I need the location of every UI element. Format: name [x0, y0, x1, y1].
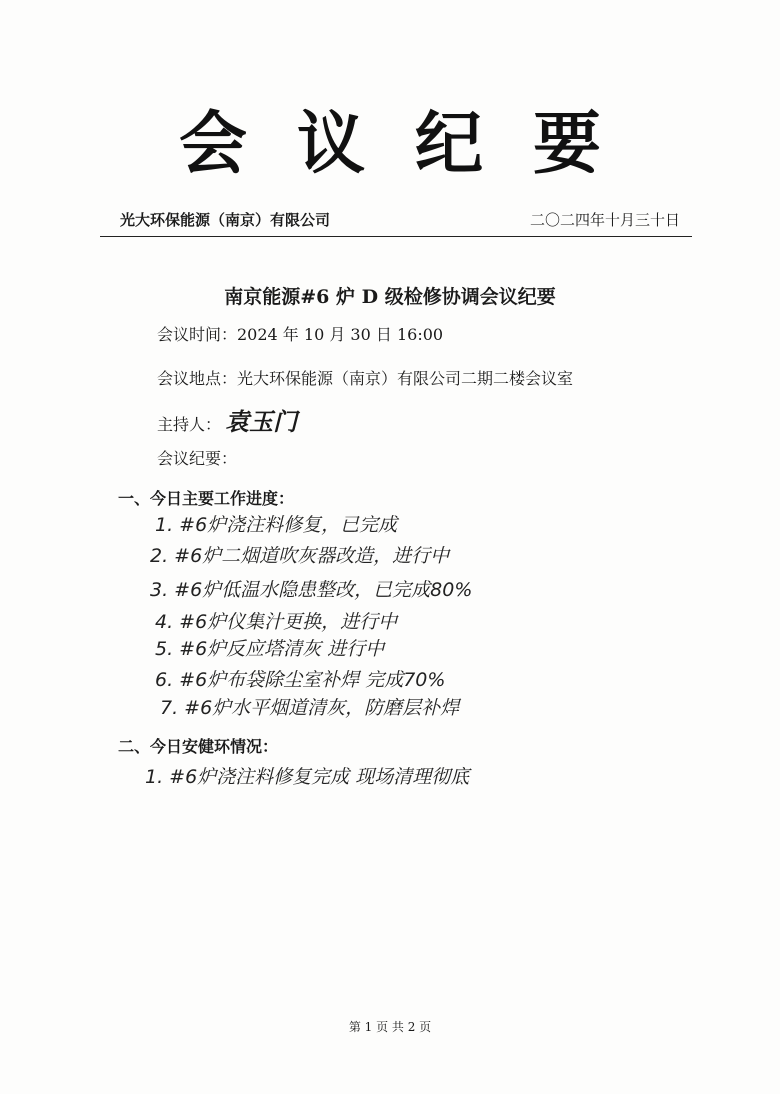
- progress-item: 2. #6炉二烟道吹灰器改造，进行中: [150, 545, 450, 567]
- progress-item: 7. #6炉水平烟道清灰，防磨层补焊: [160, 697, 460, 719]
- section-progress-title: 一、今日主要工作进度：: [118, 489, 295, 508]
- company-name: 光大环保能源（南京）有限公司: [120, 211, 331, 229]
- meeting-place: 会议地点：光大环保能源（南京）有限公司二期二楼会议室: [157, 369, 574, 388]
- host-signature: 袁玉门: [225, 408, 298, 436]
- meeting-time: 会议时间：2024 年 10 月 30 日 16:00: [157, 325, 444, 344]
- progress-item: 1. #6炉浇注料修复，已完成: [155, 514, 398, 536]
- progress-item: 5. #6炉反应塔清灰 进行中: [155, 638, 385, 660]
- header-divider: [100, 236, 692, 237]
- progress-item: 6. #6炉布袋除尘室补焊 完成70%: [155, 669, 446, 691]
- meeting-subtitle: 南京能源#6 炉 D 级检修协调会议纪要: [224, 286, 556, 308]
- progress-item: 4. #6炉仪集汁更换，进行中: [155, 611, 398, 633]
- safety-item: 1. #6炉浇注料修复完成 现场清理彻底: [145, 766, 470, 788]
- progress-item: 3. #6炉低温水隐患整改，已完成80%: [150, 579, 473, 601]
- page-footer: 第 1 页 共 2 页: [348, 1020, 432, 1034]
- host-field: [157, 402, 297, 437]
- section-safety-title: 二、今日安健环情况：: [118, 737, 279, 756]
- minutes-label: 会议纪要：: [157, 449, 238, 468]
- host-label: 主持人：: [157, 415, 222, 434]
- document-date: 二〇二四年十月三十日: [529, 211, 680, 229]
- document-title: 会议纪要: [178, 104, 651, 184]
